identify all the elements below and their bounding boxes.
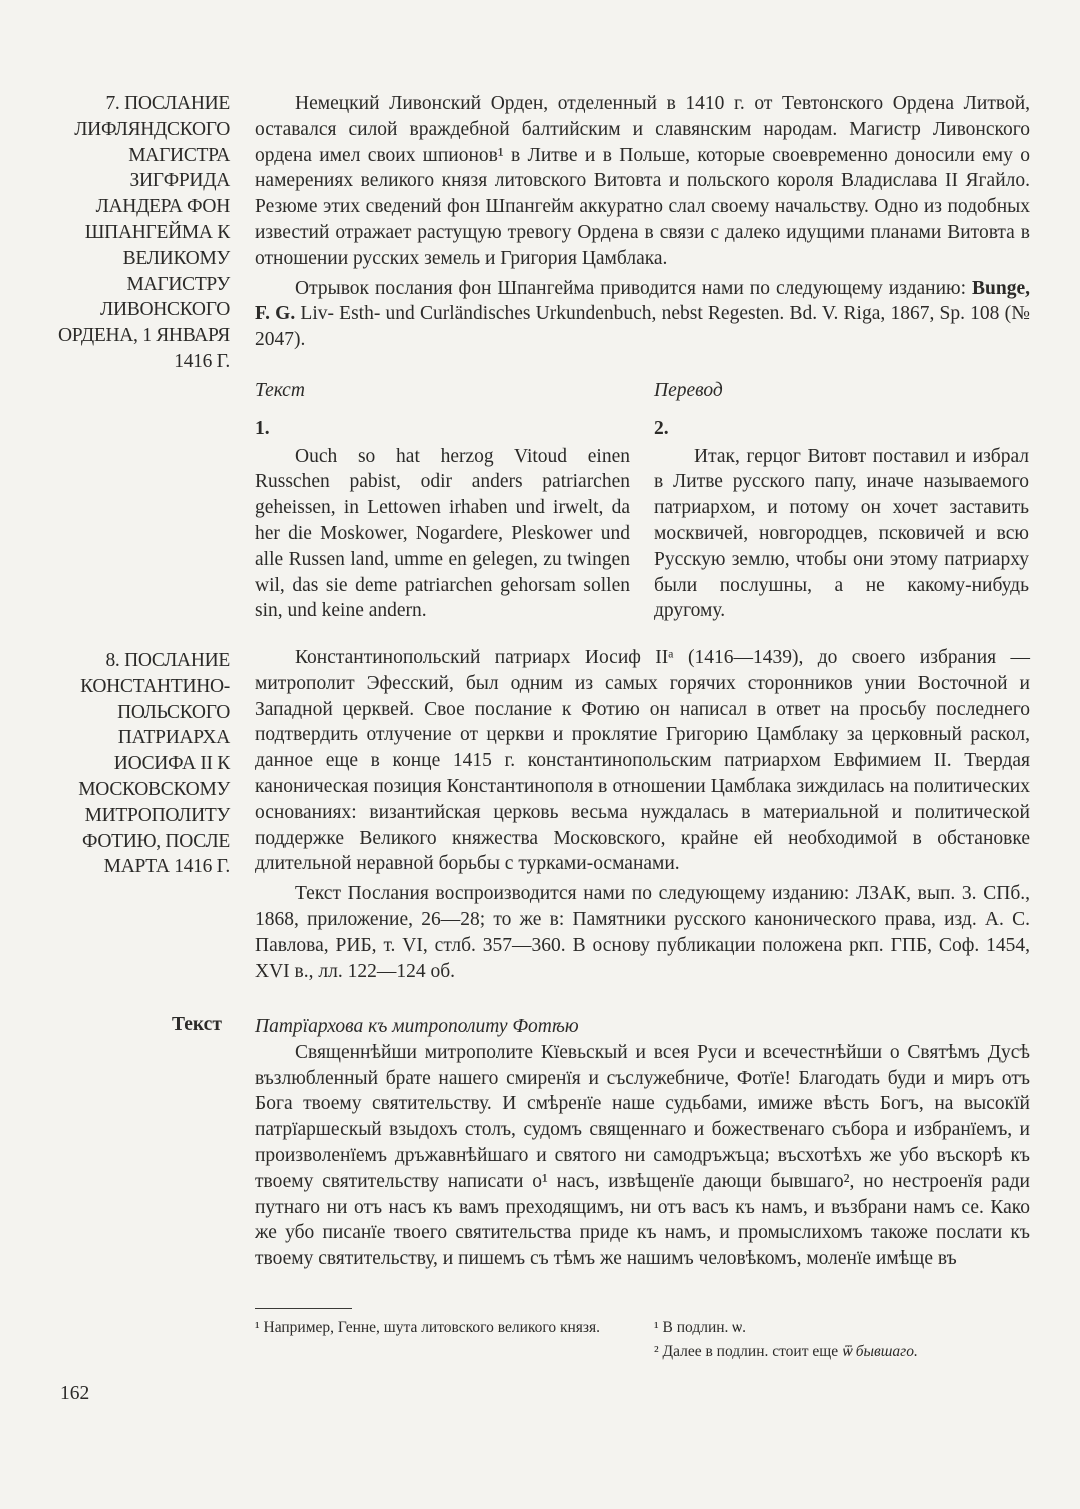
text-number: 1. bbox=[255, 417, 270, 439]
text-label: Текст bbox=[172, 1014, 222, 1035]
epistle-title: Патрїархова къ митрополиту Фотѣю bbox=[255, 1016, 579, 1037]
section-7-heading: 7. ПОСЛАНИЕ ЛИФЛЯНДСКОГО МАГИСТРА ЗИГФРИДА ЛАНДЕРА ФОН ШПАНГЕЙМА К ВЕЛИКОМУ МАГИСТРУ ЛИВОНСКОГО ОРДЕНА, 1 ЯНВАРЯ 1416 Г. bbox=[58, 93, 230, 372]
footnote-right-2-italic: ѿ бывшаго. bbox=[841, 1343, 918, 1360]
epistle-text bbox=[255, 1014, 1030, 1272]
section-8-paragraph-2: Текст Послания воспроизводится нами по следующему изданию: ЛЗАК, вып. 3. СПб., 1868, приложение, 26—28; то же в: Памятники русского канонического права, изд. А. С. Павлова, РИБ, т. VI, стлб. 357—360. В основу публикации положена ркп. ГПБ, Соф. 1454, XVI в., лл. 122—124 об. bbox=[255, 883, 1030, 982]
source-citation: Liv- Esth- und Curländisches Urkundenbuch, nebst Regesten. Bd. V. Riga, 1867, Sp. 108 (№ 2047). bbox=[255, 303, 1030, 351]
section-8-paragraph-1: Константинопольский патриарх Иосиф IIᵃ (1416—1439), до своего избрания — митрополит Эфесский, был одним из самых горячих сторонников унии Восточной и Западной церквей. Свое послание к Фотию он написал в ответ на просьбу последнего подтвердить отлучение от церкви и проклятие Григорию Цамблаку за церковный раскол, данное еще в конце 1415 г. константинопольским патриархом Евфимием II. Твердая каноническая позиция Константинополя в отношении Цамблака зиждилась на политических основаниях: византийская церковь весьма нуждалась в материальной и политической поддержке Великого княжества Московского, крайне ей необходимой в обстановке длительной неравной борьбы с турками-османами. bbox=[255, 647, 1030, 875]
translation-text: Итак, герцог Витовт поставил и избрал в Литве русского папу, иначе называемого патриархом, и потому он хочет заставить москвичей, новгородцев, псковичей и всю Русскую землю, чтобы они этому патриарху были послушны, а не какому-нибудь другому. bbox=[654, 445, 1029, 622]
footnote-left: ¹ Например, Генне, шута литовского великого князя. bbox=[255, 1319, 601, 1336]
text-heading: Текст bbox=[255, 380, 305, 401]
section-8-heading: 8. ПОСЛАНИЕ КОНСТАНТИНО-ПОЛЬСКОГО ПАТРИАРХА ИОСИФА II К МОСКОВСКОМУ МИТРОПОЛИТУ ФОТИЮ, ПОСЛЕ МАРТА 1416 Г. bbox=[78, 650, 230, 878]
section-7-paragraph-1: Немецкий Ливонский Орден, отделенный в 1410 г. от Тевтонского Ордена Литвой, оставался силой враждебной балтийским и славянским народам. Магистр Ливонского ордена имел своих шпионов¹ в Литве и в Польше, которые своевременно доносили ему о намерениях великого князя литовского Витовта и польского короля Владислава II Ягайло. Резюме этих сведений фон Шпангейм аккуратно слал своему начальству. Одно из подобных известий отражает растущую тревогу Ордена в связи с далеко идущими планами Витовта в отношении русских земель и Григория Цамблака. bbox=[255, 93, 1030, 269]
section-7-body bbox=[255, 91, 1030, 353]
footnote-right-1: ¹ В подлин. ѡ. bbox=[654, 1319, 746, 1336]
translation-number: 2. bbox=[654, 417, 669, 439]
original-text-column bbox=[255, 378, 630, 624]
epistle-body: Священнѣйши митрополите Кїевьскый и всея Руси и всечестнѣйши о Святѣмъ Дусѣ възлюбленный брате нашего смиренїя и съслужебниче, Фотїе! Благодать буди и миръ отъ Бога твоему святительству. И смѣренїе наше судьбами, имиже вѣсть Богъ, на высокїй патрїаршескый взыдохъ столъ, судомъ священнаго и божественаго събора и избранїемъ, и произволенїемъ дръжавнѣйшаго и святого ни самодръжъца; въсхотѣхъ же убо въскорѣ къ твоему святительству написати о¹ насъ, извѣщенїе дающи бывшаго², но нестроенїя ради путнаго ни отъ насъ къ вамъ преходящимъ, ни отъ васъ къ намъ, и възбрани намъ се. Како же убо писанїе твоего святительства приде къ намъ, и промыслихомъ такоже послати къ твоему святительству, и пишемъ съ тѣмъ же нашимъ человѣкомъ, моленїе имѣще въ bbox=[255, 1041, 1030, 1270]
footnote-divider bbox=[255, 1308, 352, 1309]
source-author: Bunge, F. G. bbox=[255, 277, 1030, 325]
original-text: Ouch so hat herzog Vitoud einen Russchen pabist, odir anders patriarchen geheissen, in Lettowen irhaben und irwelt, da her die Moskower, Nogardere, Pleskower und alle Russen land, umme en gelegen, zu twingen wil, das sie deme patriarchen gehorsam sollen sin, und keine andern. bbox=[255, 445, 630, 622]
section-8-body bbox=[255, 645, 1030, 984]
page-number: 162 bbox=[60, 1383, 90, 1404]
translation-column bbox=[654, 378, 1029, 624]
footnote-right-2 bbox=[654, 1340, 1034, 1364]
source-intro: Отрывок послания фон Шпангейма приводится нами по следующему изданию: bbox=[295, 277, 973, 299]
translation-heading: Перевод bbox=[654, 380, 723, 401]
footnote-right-2-text: ² Далее в подлин. стоит еще bbox=[654, 1343, 842, 1360]
section-7-paragraph-2 bbox=[255, 276, 1030, 353]
